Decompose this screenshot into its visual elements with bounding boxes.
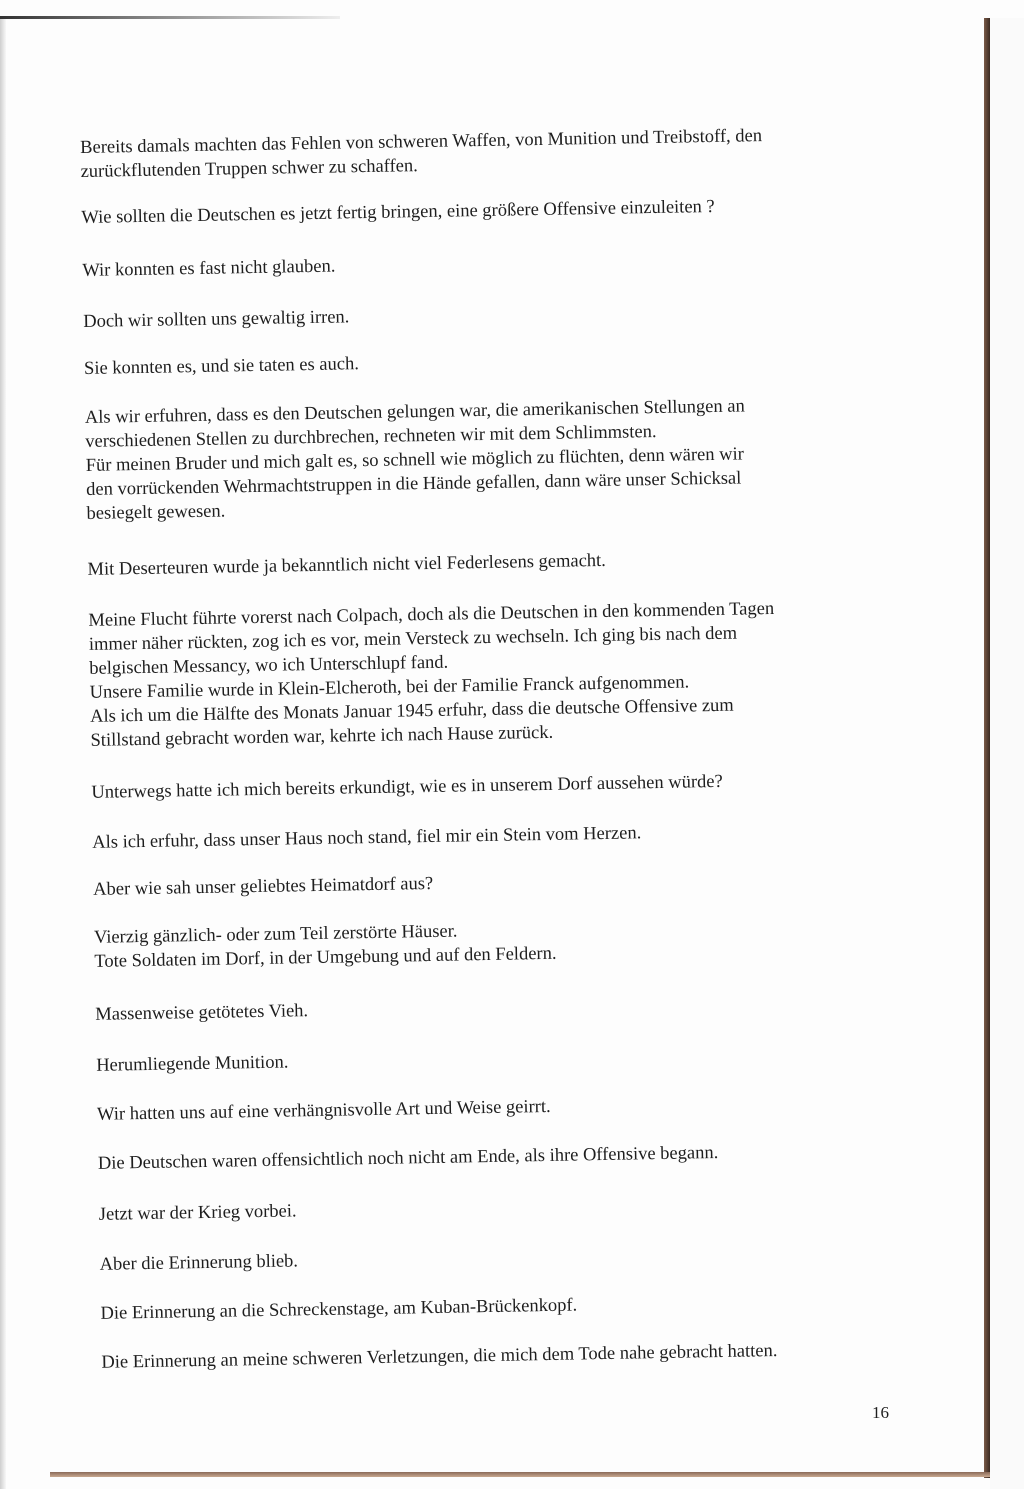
text-line: Wir konnten es fast nicht glauben. xyxy=(82,256,336,281)
document-body xyxy=(80,122,880,1373)
text-line: Als ich erfuhr, dass unser Haus noch stand, fiel mir ein Stein vom Herzen. xyxy=(92,823,642,853)
text-line: Unterwegs hatte ich mich bereits erkundigt, wie es in unserem Dorf aussehen würde? xyxy=(91,771,723,803)
text-line: Aber wie sah unser geliebtes Heimatdorf aus? xyxy=(92,873,434,900)
page-edge-bottom xyxy=(50,1472,990,1477)
page-edge-left xyxy=(0,16,6,1489)
paragraph xyxy=(85,394,747,525)
text-line: Jetzt war der Krieg vorbei. xyxy=(98,1201,297,1225)
text-line: Vierzig gänzlich- oder zum Teil zerstörte Häuser. xyxy=(93,921,458,948)
paragraph xyxy=(91,770,723,805)
paragraph xyxy=(97,1095,551,1127)
text-line: Die Deutschen waren offensichtlich noch nicht am Ende, als ihre Offensive begann. xyxy=(97,1143,719,1174)
paragraph xyxy=(83,305,350,334)
paragraph xyxy=(84,352,359,381)
text-line: zurückflutenden Truppen schwer zu schaffen. xyxy=(80,156,418,182)
text-line: Die Erinnerung an die Schreckenstage, am Kuban-Brückenkopf. xyxy=(100,1295,578,1324)
text-line: Mit Deserteuren wurde ja bekanntlich nicht viel Federlesens gemacht. xyxy=(87,550,607,580)
text-line: Unsere Familie wurde in Klein-Elcheroth, bei der Familie Franck aufgenommen. xyxy=(89,672,690,703)
page-number: 16 xyxy=(872,1403,889,1422)
paragraph xyxy=(96,1051,289,1078)
text-line: Tote Soldaten im Dorf, in der Umgebung und auf den Feldern. xyxy=(94,943,557,972)
text-line: Sie konnten es, und sie taten es auch. xyxy=(83,354,360,379)
text-line: Doch wir sollten uns gewaltig irren. xyxy=(83,307,350,332)
text-line: belgischen Messancy, wo ich Unterschlupf fand. xyxy=(89,652,449,679)
page-edge-top xyxy=(0,16,340,19)
paragraph xyxy=(93,872,433,902)
paragraph xyxy=(82,255,335,283)
text-line: Wie sollten die Deutschen es jetzt fertig bringen, eine größere Offensive einzuleiten ? xyxy=(81,196,715,228)
paragraph xyxy=(95,999,308,1027)
paragraph xyxy=(87,549,606,582)
paragraph xyxy=(94,918,557,974)
text-line: Als ich um die Hälfte des Monats Januar 1945 erfuhr, dass die deutsche Offensive zum xyxy=(89,695,734,727)
text-line: Stillstand gebracht worden war, kehrte ich nach Hause zurück. xyxy=(90,722,554,751)
text-line: immer näher rückten, zog ich es vor, mein Versteck zu wechseln. Ich ging bis nach dem xyxy=(88,623,738,655)
text-line: Für meinen Bruder und mich galt es, so schnell wie möglich zu flüchten, denn wären wir xyxy=(85,444,744,476)
paragraph xyxy=(88,597,776,753)
text-line: den vorrückenden Wehrmachtstruppen in die Hände gefallen, dann wäre unser Schicksal xyxy=(86,468,742,500)
text-line: Als wir erfuhren, dass es den Deutschen gelungen war, die amerikanischen Stellungen an xyxy=(84,396,745,428)
scan-margin xyxy=(990,18,1024,1489)
text-line: Massenweise getötetes Vieh. xyxy=(95,1001,309,1025)
paragraph xyxy=(99,1249,298,1276)
paragraph xyxy=(92,821,641,855)
paragraph xyxy=(100,1294,577,1326)
text-line: besiegelt gewesen. xyxy=(86,501,226,524)
paragraph xyxy=(81,195,715,230)
paragraph xyxy=(80,124,763,184)
text-line: verschiedenen Stellen zu durchbrechen, rechneten wir mit dem Schlimmsten. xyxy=(85,421,657,452)
paragraph xyxy=(98,1141,719,1176)
text-line: Meine Flucht führte vorerst nach Colpach, doch als die Deutschen in den kommenden Tagen xyxy=(88,598,775,631)
paragraph xyxy=(101,1339,777,1375)
text-line: Bereits damals machten das Fehlen von schweren Waffen, von Munition und Treibstoff, den xyxy=(80,126,763,158)
text-line: Aber die Erinnerung blieb. xyxy=(99,1251,299,1275)
paragraph xyxy=(99,1199,297,1226)
text-line: Die Erinnerung an meine schweren Verletzungen, die mich dem Tode nahe gebracht hatten. xyxy=(101,1341,778,1373)
text-line: Wir hatten uns auf eine verhängnisvolle Art und Weise geirrt. xyxy=(96,1096,551,1125)
text-line: Herumliegende Munition. xyxy=(96,1052,289,1076)
